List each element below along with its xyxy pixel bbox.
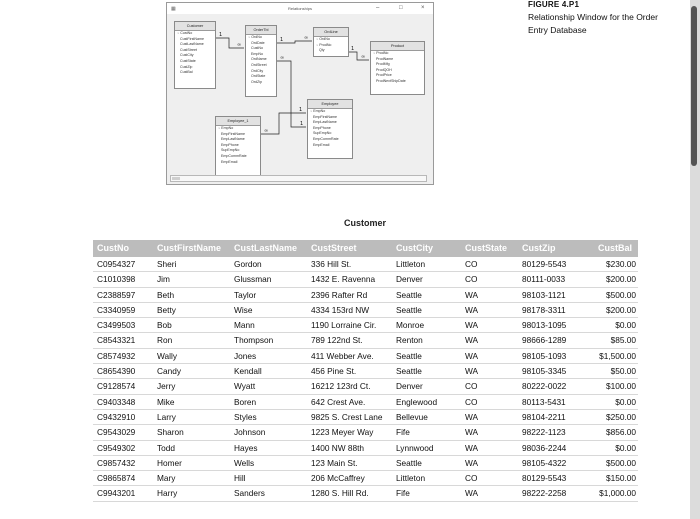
cust-first-name-cell: Larry (157, 411, 176, 422)
cardinality-one: 1 (219, 32, 223, 38)
cust-zip-cell: 80111-0033 (522, 274, 566, 285)
table-box-title: Product (371, 42, 424, 51)
page-scrollbar-thumb[interactable] (691, 6, 697, 166)
table-field: EmpFirstName (221, 131, 245, 136)
column-header: CustZip (522, 243, 556, 253)
cust-city-cell: Seattle (396, 289, 422, 300)
cust-last-name-cell: Sanders (234, 488, 265, 499)
table-field: Qty (319, 48, 325, 53)
table-field: ProdMfg (376, 62, 390, 67)
cust-last-name-cell: Hill (234, 473, 246, 484)
customer-table (93, 240, 638, 502)
cust-street-cell: 1223 Meyer Way (311, 427, 374, 438)
table-field: ♀ ProdNo (314, 43, 348, 49)
table-field: ProdQOH (376, 67, 392, 72)
cust-bal-cell: $100.00 (606, 381, 636, 392)
cust-state-cell: CO (465, 274, 478, 285)
table-row (93, 303, 638, 318)
table-row (93, 379, 638, 394)
cust-last-name-cell: Jones (234, 350, 257, 361)
cust-bal-cell: $150.00 (606, 473, 636, 484)
table-field: CustZip (180, 64, 193, 69)
column-header: CustNo (97, 243, 129, 253)
cust-zip-cell: 98178-3311 (522, 304, 566, 315)
cust-city-cell: Seattle (396, 304, 422, 315)
cust-city-cell: Monroe (396, 320, 425, 331)
cust-last-name-cell: Johnson (234, 427, 266, 438)
cust-state-cell: CO (465, 473, 478, 484)
table-field: ProdPrice (376, 73, 392, 78)
cust-street-cell: 789 122nd St. (311, 335, 363, 346)
column-header: CustStreet (311, 243, 357, 253)
cust-no-cell: C9865874 (97, 473, 136, 484)
page-scrollbar[interactable] (690, 0, 700, 519)
cust-no-cell: C8574932 (97, 350, 136, 361)
column-header: CustBal (597, 243, 632, 253)
cust-zip-cell: 98013-1095 (522, 320, 567, 331)
cust-zip-cell: 98105-3345 (522, 366, 567, 377)
table-field: EmpCommRate (313, 136, 339, 141)
cardinality-many: ∞ (280, 55, 285, 61)
cust-bal-cell: $200.00 (606, 274, 636, 285)
cust-state-cell: WA (465, 488, 479, 499)
cust-no-cell: C9403348 (97, 396, 136, 407)
table-field: OrdZip (251, 79, 262, 84)
cust-state-cell: CO (465, 259, 478, 269)
cust-zip-cell: 98103-1121 (522, 289, 566, 300)
cust-city-cell: Littleton (396, 259, 426, 269)
table-row (93, 333, 638, 348)
cust-city-cell: Seattle (396, 457, 422, 468)
cust-zip-cell: 80222-0022 (522, 381, 567, 392)
window-title: Relationships (287, 6, 312, 11)
cust-state-cell: WA (465, 457, 479, 468)
table-row (93, 425, 638, 440)
table-field: SupEmpNo (221, 148, 240, 153)
cardinality-one: 1 (351, 46, 355, 52)
cust-no-cell: C9857432 (97, 457, 136, 468)
cust-last-name-cell: Glussman (234, 274, 272, 285)
cust-first-name-cell: Betty (157, 304, 176, 315)
table-field: ♀ EmpNo (308, 109, 352, 115)
cust-first-name-cell: Candy (157, 366, 181, 377)
cardinality-many: ∞ (237, 42, 242, 48)
cust-first-name-cell: Mike (157, 396, 175, 407)
cust-no-cell: C9543029 (97, 427, 136, 438)
cust-last-name-cell: Hayes (234, 442, 258, 453)
cust-street-cell: 16212 123rd Ct. (311, 381, 371, 392)
cust-zip-cell: 80113-5431 (522, 396, 566, 407)
cust-zip-cell: 98222-1123 (522, 427, 566, 438)
cust-last-name-cell: Taylor (234, 289, 257, 300)
table-row (93, 441, 638, 456)
cust-city-cell: Littleton (396, 473, 426, 484)
cust-no-cell: C1010398 (97, 274, 136, 285)
cust-no-cell: C2388597 (97, 289, 136, 300)
cust-bal-cell: $1,000.00 (599, 488, 636, 499)
cust-first-name-cell: Mary (157, 473, 176, 484)
cust-city-cell: Fife (396, 488, 410, 499)
cust-bal-cell: $1,500.00 (599, 350, 636, 361)
cust-state-cell: WA (465, 335, 479, 346)
table-field: ♀ CustNo (175, 31, 215, 37)
cust-no-cell: C9128574 (97, 381, 136, 392)
cust-street-cell: 1400 NW 88th (311, 442, 365, 453)
cust-first-name-cell: Beth (157, 289, 175, 300)
app-icon: ▦ (171, 6, 176, 12)
table-row (93, 410, 638, 425)
cardinality-many: ∞ (264, 128, 269, 134)
cust-city-cell: Renton (396, 335, 423, 346)
figure-number: FIGURE 4.P1 (528, 0, 580, 9)
table-row (93, 395, 638, 410)
table-field: ♀ ProdNo (371, 51, 424, 57)
cust-state-cell: CO (465, 381, 478, 392)
cust-no-cell: C3499503 (97, 320, 136, 331)
cust-last-name-cell: Gordon (234, 259, 262, 269)
cust-bal-cell: $200.00 (606, 304, 636, 315)
cust-bal-cell: $230.00 (606, 259, 636, 269)
table-field: SupEmpNo (313, 131, 332, 136)
table-field: ♀ EmpNo (216, 126, 260, 132)
cust-first-name-cell: Ron (157, 335, 173, 346)
table-row (93, 471, 638, 486)
cust-bal-cell: $50.00 (610, 366, 636, 377)
cust-street-cell: 206 McCaffrey (311, 473, 365, 484)
cust-street-cell: 411 Webber Ave. (311, 350, 374, 361)
cust-state-cell: WA (465, 350, 479, 361)
cust-last-name-cell: Wells (234, 457, 255, 468)
cardinality-markers (167, 3, 434, 185)
cust-first-name-cell: Jerry (157, 381, 176, 392)
cust-no-cell: C0954327 (97, 259, 136, 269)
cust-first-name-cell: Jim (157, 274, 170, 285)
table-field: OrdCity (251, 68, 264, 73)
cust-bal-cell: $85.00 (610, 335, 636, 346)
table-field: ♀ OrdNo (246, 35, 276, 41)
close-icon[interactable]: × (421, 5, 425, 11)
cust-street-cell: 456 Pine St. (311, 366, 357, 377)
table-field: CustCity (180, 53, 194, 58)
cust-bal-cell: $250.00 (606, 411, 636, 422)
cardinality-one: 1 (300, 121, 304, 127)
table-row (93, 272, 638, 287)
cust-zip-cell: 98105-1093 (522, 350, 567, 361)
column-header: CustFirstName (157, 243, 222, 253)
cust-street-cell: 9825 S. Crest Lane (311, 411, 383, 422)
cust-zip-cell: 80129-5543 (522, 259, 567, 269)
table-box-title: OrdLine (314, 28, 348, 37)
horizontal-scrollbar[interactable] (170, 175, 427, 182)
table-field: OrdDate (251, 40, 265, 45)
cust-zip-cell: 98104-2211 (522, 411, 566, 422)
table-body (93, 257, 638, 502)
cust-state-cell: WA (465, 289, 479, 300)
table-field: EmpPhone (313, 125, 331, 130)
cust-street-cell: 642 Crest Ave. (311, 396, 366, 407)
table-row (93, 364, 638, 379)
cust-city-cell: Englewood (396, 396, 438, 407)
cust-city-cell: Seattle (396, 350, 422, 361)
table-box-title: Employee (308, 100, 352, 109)
cust-state-cell: WA (465, 366, 479, 377)
table-field: EmpEmail (221, 159, 238, 164)
cust-zip-cell: 98036-2244 (522, 442, 567, 453)
cust-city-cell: Fife (396, 427, 410, 438)
cust-city-cell: Denver (396, 274, 423, 285)
column-header: CustLastName (234, 243, 298, 253)
cust-last-name-cell: Styles (234, 411, 257, 422)
column-header: CustState (465, 243, 508, 253)
cust-first-name-cell: Sheri (157, 259, 177, 269)
cardinality-many: ∞ (304, 35, 309, 41)
table-row (93, 456, 638, 471)
cust-state-cell: WA (465, 442, 479, 453)
table-box-title: Employee_1 (216, 117, 260, 126)
cust-city-cell: Seattle (396, 366, 422, 377)
table-field: ProdName (376, 56, 394, 61)
cust-state-cell: WA (465, 427, 479, 438)
table-field: CustState (180, 58, 196, 63)
cust-bal-cell: $0.00 (615, 442, 636, 453)
table-field: EmpLastName (313, 120, 337, 125)
table-field: OrdStreet (251, 62, 267, 67)
cust-zip-cell: 98105-4322 (522, 457, 567, 468)
customer-table-title: Customer (344, 218, 387, 228)
table-row (93, 288, 638, 303)
table-field: EmpEmail (313, 142, 330, 147)
relationships-window (166, 2, 434, 185)
cardinality-many: ∞ (361, 54, 366, 60)
cust-street-cell: 2396 Rafter Rd (311, 289, 368, 300)
cust-state-cell: WA (465, 411, 479, 422)
table-field: EmpFirstName (313, 114, 337, 119)
cust-state-cell: CO (465, 396, 478, 407)
cust-no-cell: C3340959 (97, 304, 136, 315)
cust-last-name-cell: Wyatt (234, 381, 256, 392)
table-field: CustLastName (180, 42, 204, 47)
table-field: EmpNo (251, 51, 263, 56)
cust-street-cell: 123 Main St. (311, 457, 358, 468)
cust-bal-cell: $0.00 (615, 396, 636, 407)
cust-street-cell: 1190 Lorraine Cir. (311, 320, 377, 331)
cust-city-cell: Lynnwood (396, 442, 434, 453)
scrollbar-thumb[interactable] (172, 177, 180, 180)
cust-street-cell: 4334 153rd NW (311, 304, 370, 315)
cust-bal-cell: $856.00 (606, 427, 636, 438)
cust-first-name-cell: Homer (157, 457, 182, 468)
cust-bal-cell: $500.00 (606, 289, 636, 300)
cust-last-name-cell: Wise (234, 304, 253, 315)
cust-bal-cell: $500.00 (606, 457, 636, 468)
cardinality-one: 1 (280, 37, 284, 43)
cust-bal-cell: $0.00 (615, 320, 636, 331)
table-header-row (93, 240, 638, 257)
cust-street-cell: 1280 S. Hill Rd. (311, 488, 369, 499)
cust-zip-cell: 98222-2258 (522, 488, 567, 499)
table-field: CustNo (251, 46, 263, 51)
cust-no-cell: C9943201 (97, 488, 136, 499)
maximize-icon[interactable]: □ (399, 5, 403, 11)
table-row (93, 257, 638, 272)
table-row (93, 318, 638, 333)
figure-caption: Relationship Window for the Order Entry Database (528, 12, 658, 35)
cust-zip-cell: 80129-5543 (522, 473, 567, 484)
cust-first-name-cell: Sharon (157, 427, 184, 438)
cust-street-cell: 336 Hill St. (311, 259, 352, 269)
minimize-icon[interactable]: – (376, 5, 380, 11)
cust-last-name-cell: Kendall (234, 366, 262, 377)
cust-last-name-cell: Mann (234, 320, 255, 331)
cust-no-cell: C9549302 (97, 442, 136, 453)
table-field: CustBal (180, 70, 193, 75)
cust-no-cell: C8543321 (97, 335, 136, 346)
cust-first-name-cell: Bob (157, 320, 172, 331)
table-field: EmpPhone (221, 142, 239, 147)
table-field: CustFirstName (180, 36, 204, 41)
cust-street-cell: 1432 E. Ravenna (311, 274, 376, 285)
table-field: ProdNextShipDate (376, 78, 406, 83)
cardinality-one: 1 (299, 107, 303, 113)
table-field: EmpLastName (221, 137, 245, 142)
cust-first-name-cell: Wally (157, 350, 177, 361)
table-row (93, 486, 638, 501)
cust-no-cell: C9432910 (97, 411, 136, 422)
cust-state-cell: WA (465, 304, 479, 315)
cust-last-name-cell: Thompson (234, 335, 274, 346)
table-field: EmpCommRate (221, 153, 247, 158)
cust-last-name-cell: Boren (234, 396, 257, 407)
cust-city-cell: Denver (396, 381, 423, 392)
cust-no-cell: C8654390 (97, 366, 136, 377)
table-box-title: OrderTbl (246, 26, 276, 35)
table-row (93, 349, 638, 364)
cust-first-name-cell: Todd (157, 442, 175, 453)
table-field: OrdState (251, 74, 266, 79)
cust-first-name-cell: Harry (157, 488, 178, 499)
table-box-title: Customer (175, 22, 215, 31)
table-field: ♀ OrdNo (314, 37, 348, 43)
column-header: CustCity (396, 243, 434, 253)
cust-state-cell: WA (465, 320, 479, 331)
cust-zip-cell: 98666-1289 (522, 335, 567, 346)
table-field: CustStreet (180, 47, 197, 52)
cust-city-cell: Bellevue (396, 411, 428, 422)
table-field: OrdName (251, 57, 267, 62)
